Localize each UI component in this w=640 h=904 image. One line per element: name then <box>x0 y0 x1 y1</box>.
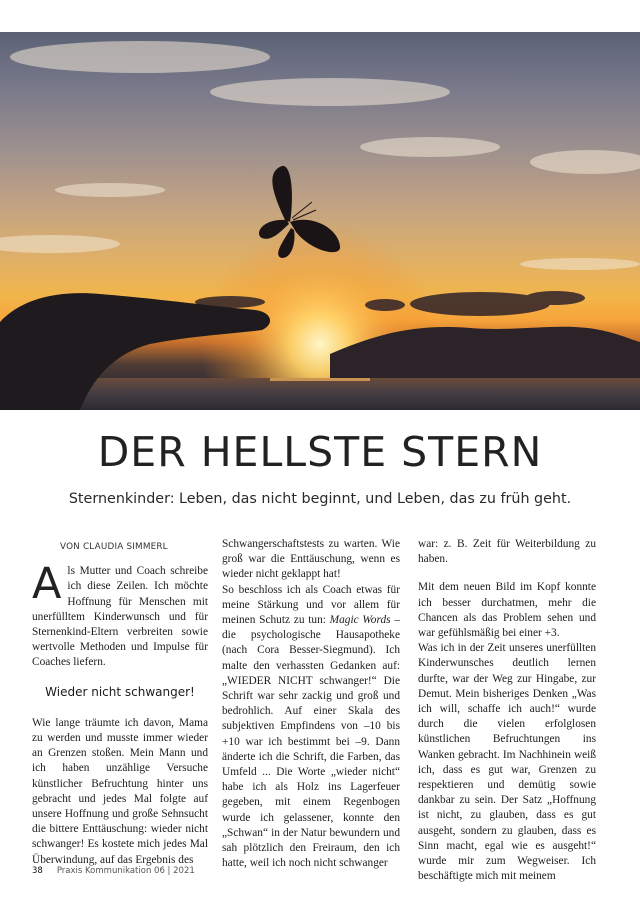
page-footer <box>32 866 195 876</box>
body-paragraph: Schwangerschaftstests zu warten. Wie groß war die Enttäuschung, wenn es wieder nicht geklappt hat! <box>222 538 400 581</box>
text-column-1 <box>32 540 208 868</box>
article-headline: DER HELLSTE STERN <box>97 428 543 476</box>
emphasis-text: Magic Words <box>329 614 391 627</box>
body-paragraph: war: z. B. Zeit für Weiterbildung zu haben. <box>418 538 596 566</box>
text-column-2 <box>222 537 400 871</box>
hero-image <box>0 32 640 410</box>
body-paragraph: So beschloss ich als Coach etwas für meine Stärkung und vor allem für meinen Schutz zu tun: Magic Words – die psychologische Hausapotheke (nach Cora Besser-Siegmund). Ich malte den verhassten Gedanken auf: „WIEDER NICHT schwanger!“ Die Schrift war sehr zackig und groß und bedrohlich. Auf einer Skala des subjektiven Empfindens von –10 bis +10 war ich bestimmt bei –9. Dann änderte ich die Schrift, die Farben, das Umfeld ... Die Worte „wieder nicht“ habe ich als Holz ins Lagerfeuer gegeben, mit einem Regenbogen wurde ich gelassener, konnte den „Schwan“ in der Natur bewundern und sah plötzlich den Freiraum, den ich hatte, weil ich noch nicht schwanger <box>222 583 400 870</box>
intro-paragraph: Als Mutter und Coach schreibe ich diese Zeilen. Ich möchte Hoffnung für Menschen mit unerfülltem Kinderwunsch und für Sternenkind-Eltern verbreiten sowie wertvolle Methoden und Impulse für Coaches liefern. <box>32 559 208 669</box>
text-column-3 <box>418 537 596 884</box>
byline: VON CLAUDIA SIMMERL <box>60 542 168 552</box>
sunset-butterfly-illustration <box>0 32 640 410</box>
publication-name: Praxis Kommunikation 06 | 2021 <box>56 866 195 876</box>
sea <box>0 378 640 410</box>
section-heading: Wieder nicht schwanger! <box>45 684 195 699</box>
body-paragraph: Was ich in der Zeit unseres unerfüllten Kinderwunsches deutlich lernen durfte, war der Weg zur Hingabe, zur Demut. Mein bisheriges Denken „Was ich will, schaffe ich auch!“ wurde durch die vielen erfolglosen künstlichen Befruchtungen ins Wanken gebracht. Im Nachhinein weiß ich, dass es gut war, Grenzen zu respektieren und demütig sowie dankbar zu sein. Der Satz „Hoffnung ist nicht, zu glauben, dass es gut ausgeht, sondern zu glauben, dass es Sinn macht, egal wie es ausgeht!“ wurde mir zum Wegweiser. Ich beschäftigte mich mit meinem <box>418 642 596 883</box>
drop-cap: A <box>32 559 62 610</box>
article-subheadline: Sternenkinder: Leben, das nicht beginnt, und Leben, das zu früh geht. <box>68 491 572 507</box>
body-paragraph: Mit dem neuen Bild im Kopf konnte ich besser durchatmen, mehr die Chancen als das Problem sehen und war gefühlsmäßig bei einer +3. <box>418 581 596 640</box>
body-paragraph: Wie lange träumte ich davon, Mama zu werden und musste immer wieder an Grenzen stoßen. Mein Mann und ich haben unzählige Versuche künstlicher Befruchtung hinter uns gebracht und jedes Mal folgte auf unsere Hoffnung und große Sehnsucht die bittere Enttäuschung: wieder nicht schwanger! Es kostete mich jedes Mal Überwindung, auf das Ergebnis des <box>32 716 208 866</box>
page-number: 38 <box>32 866 43 876</box>
